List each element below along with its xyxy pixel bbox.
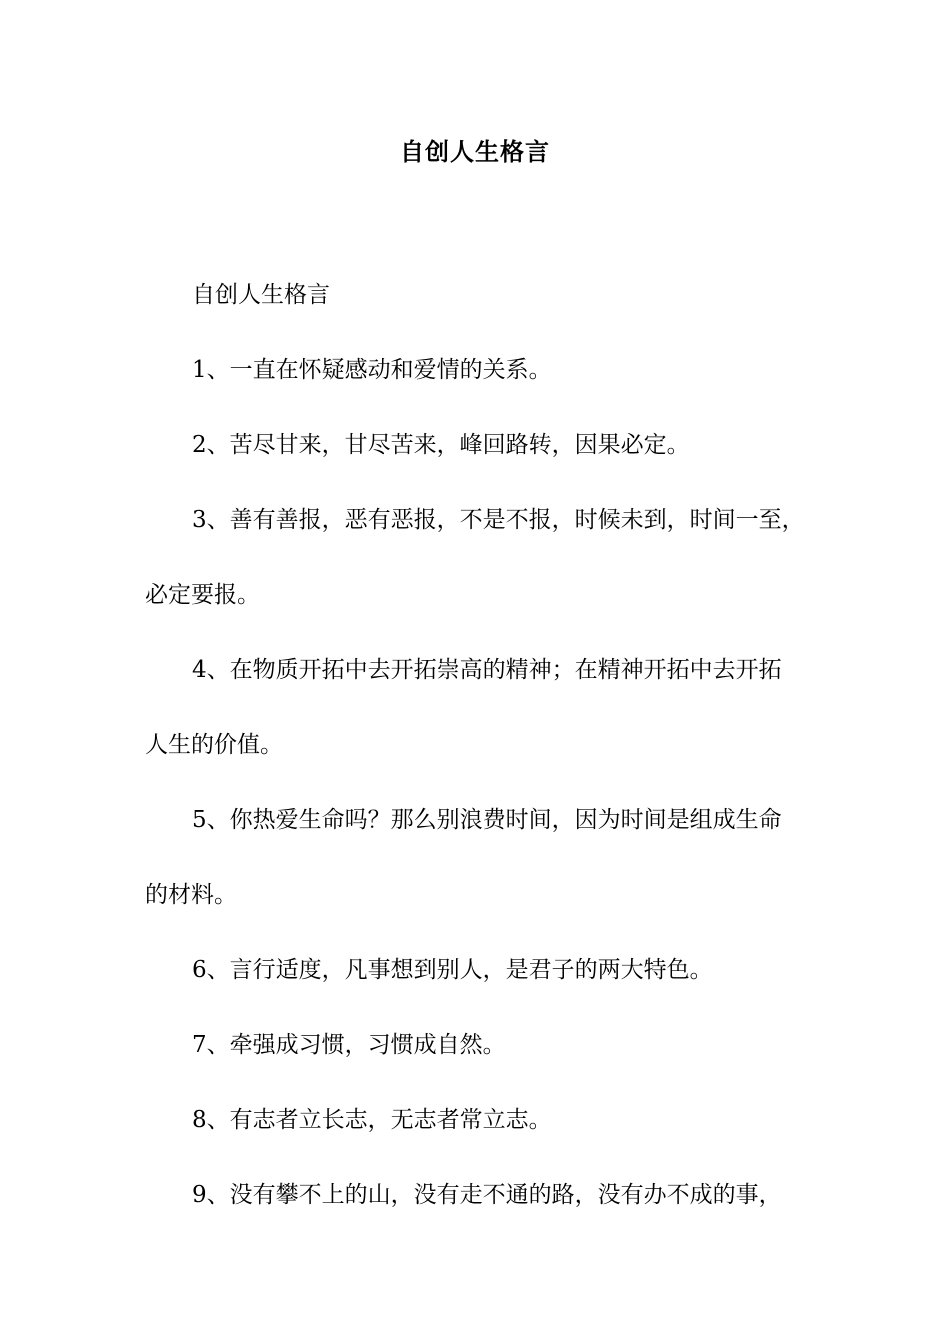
- paragraph-line: 7、牵强成习惯，习惯成自然。: [192, 1032, 506, 1058]
- maxim-8: [145, 1083, 825, 1158]
- maxim-4: [145, 633, 825, 783]
- maxim-1: [145, 333, 825, 408]
- document-title: 自创人生格言: [400, 137, 550, 166]
- paragraph-line: 6、言行适度，凡事想到别人，是君子的两大特色。: [192, 957, 713, 983]
- maxim-6: [145, 933, 825, 1008]
- maxim-5: [145, 783, 825, 933]
- paragraph-continuation: 人生的价值。: [145, 732, 283, 758]
- maxim-2: [145, 408, 825, 483]
- paragraph-line: 2、苦尽甘来，甘尽苦来，峰回路转，因果必定。: [192, 432, 690, 458]
- paragraph-line: 5、你热爱生命吗？那么别浪费时间，因为时间是组成生命: [192, 807, 782, 833]
- maxim-3: [145, 483, 825, 633]
- paragraph-line: 自创人生格言: [192, 282, 330, 308]
- maxim-9: [145, 1158, 825, 1233]
- paragraph-line: 4、在物质开拓中去开拓崇高的精神；在精神开拓中去开拓: [192, 657, 782, 683]
- paragraph-line: 1、一直在怀疑感动和爱情的关系。: [192, 357, 552, 383]
- paragraph-line: 3、善有善报，恶有恶报，不是不报，时候未到，时间一至，: [192, 507, 805, 533]
- paragraph-line: 8、有志者立长志，无志者常立志。: [192, 1107, 552, 1133]
- paragraph-continuation: 必定要报。: [145, 582, 260, 608]
- document-subtitle: [145, 258, 825, 333]
- paragraph-line: 9、没有攀不上的山，没有走不通的路，没有办不成的事，: [192, 1182, 782, 1208]
- document-body: [145, 258, 825, 1233]
- paragraph-continuation: 的材料。: [145, 882, 237, 908]
- maxim-7: [145, 1008, 825, 1083]
